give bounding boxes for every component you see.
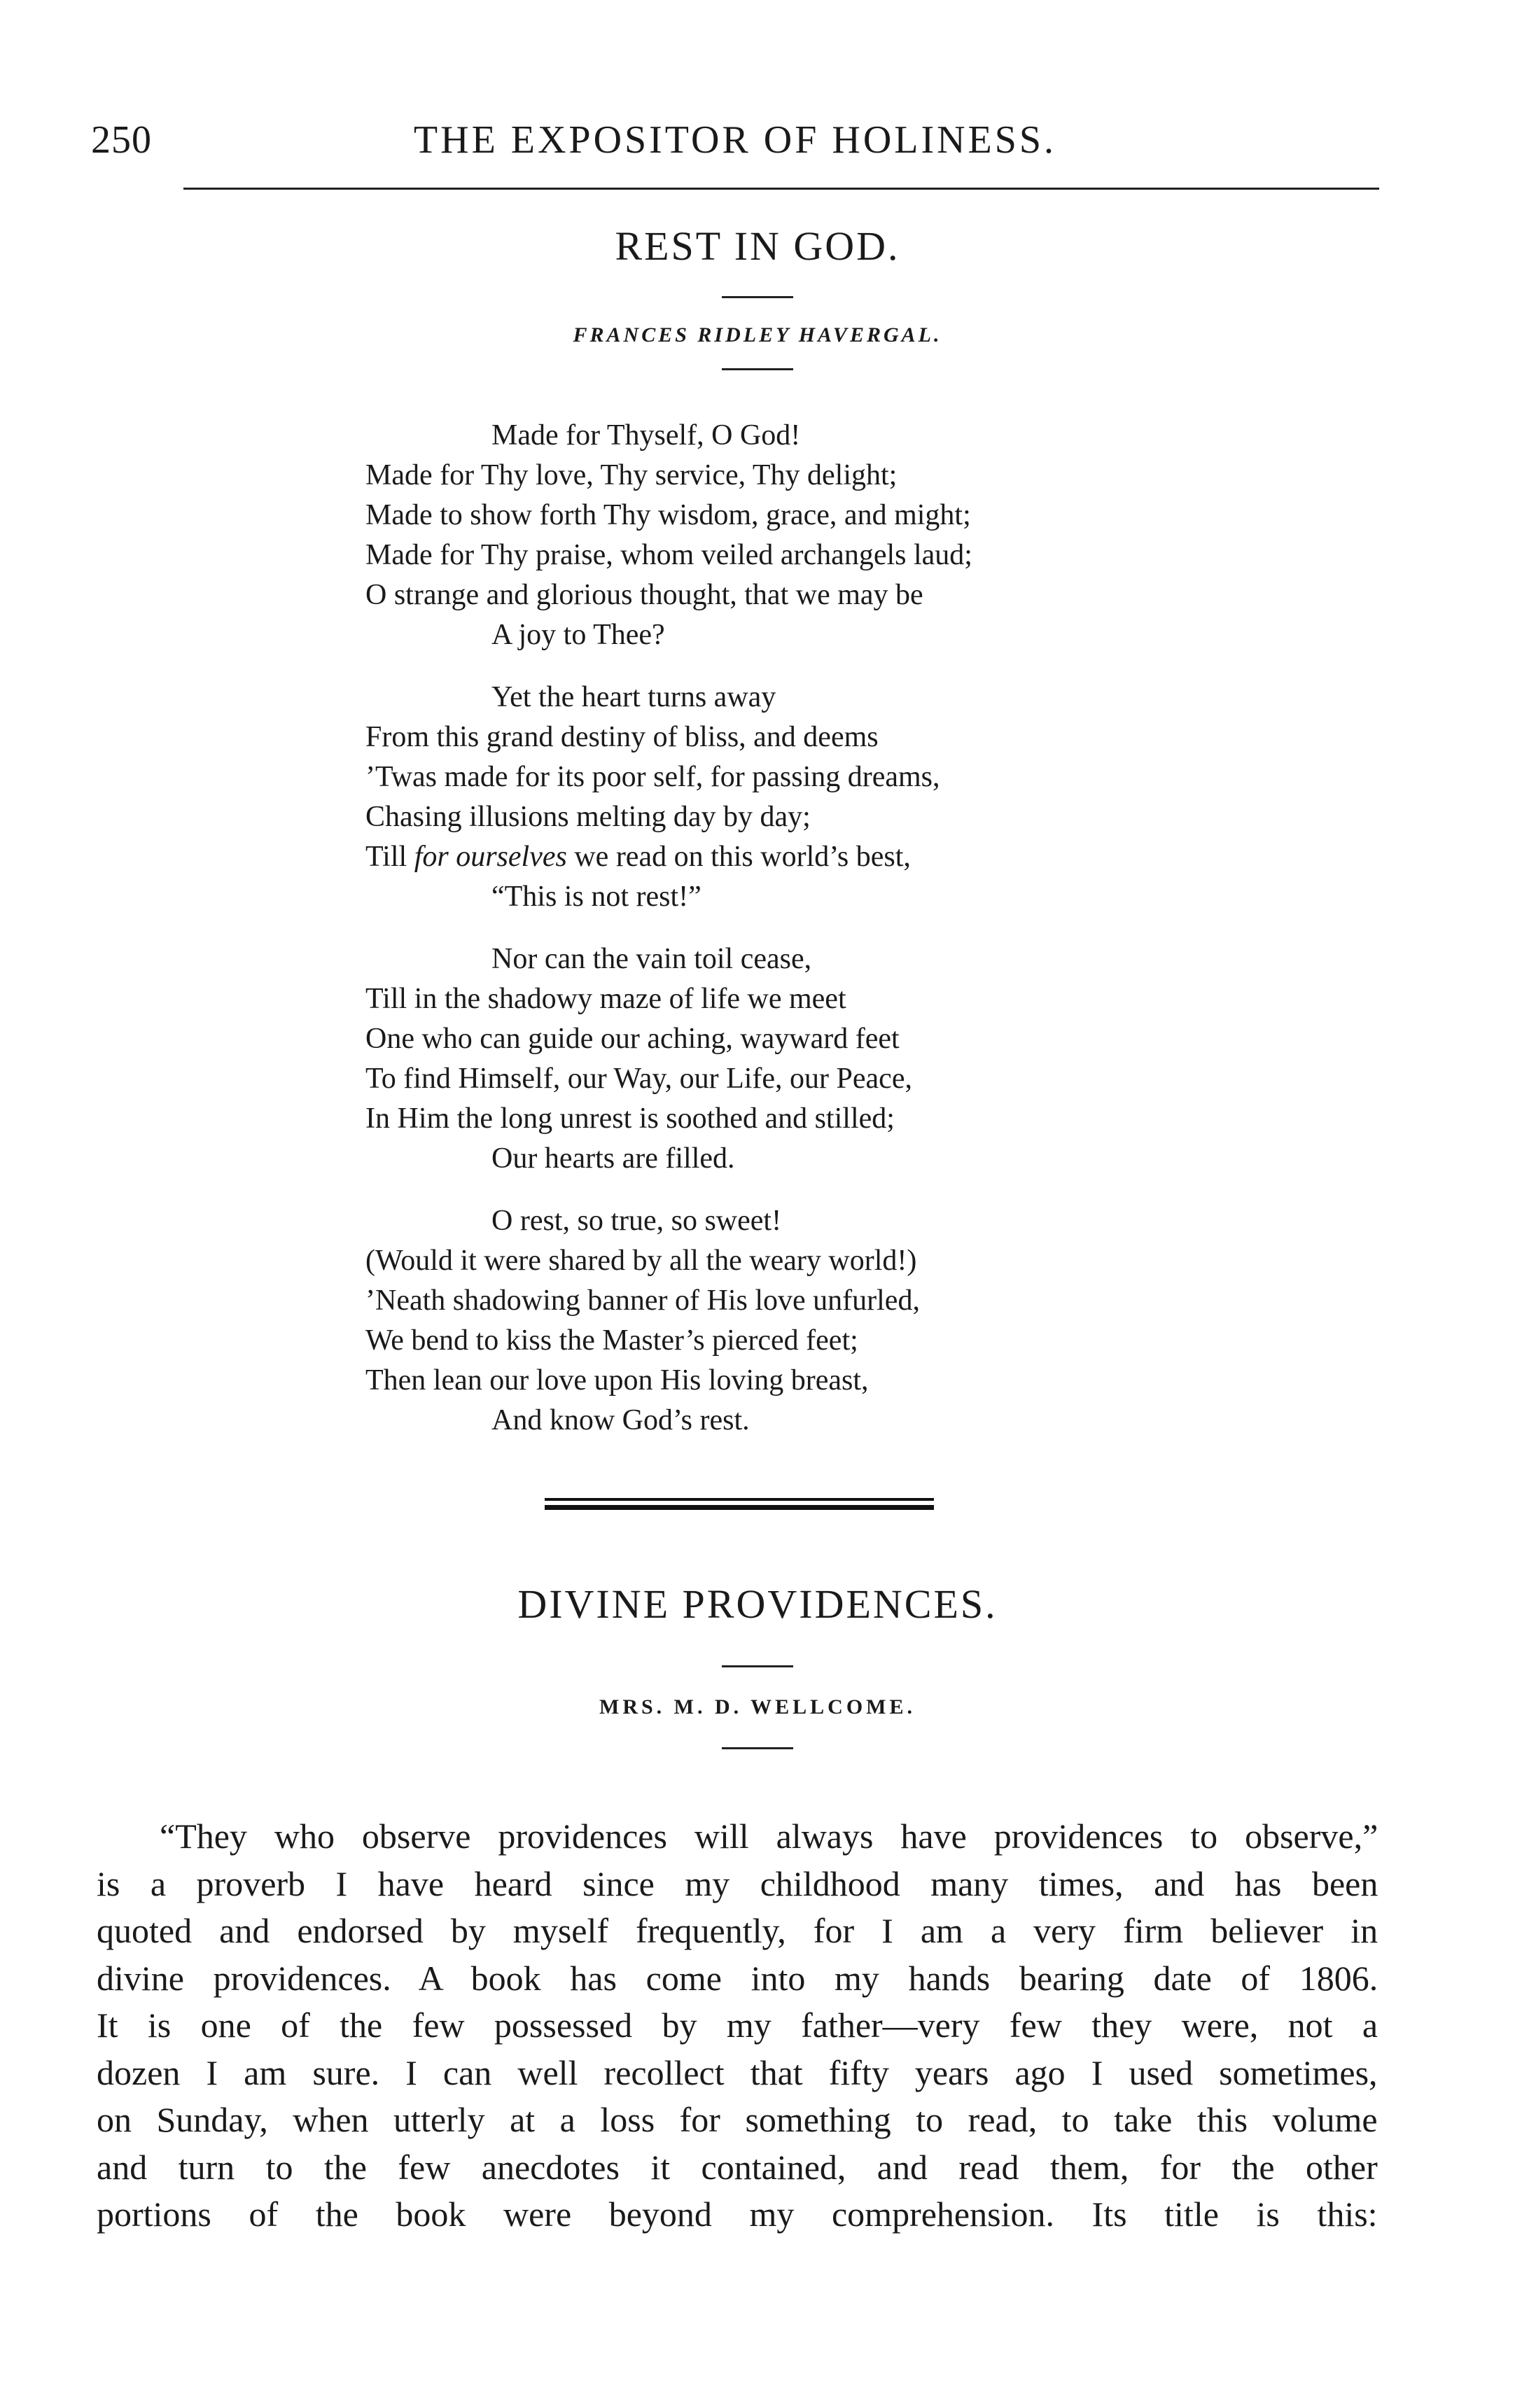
poem-line: To find Himself, our Way, our Life, our Peace, bbox=[365, 1063, 912, 1095]
article-line: It is one of the few possessed by my father—very few they were, not a bbox=[97, 2005, 1378, 2045]
poem-line: Made to show forth Thy wisdom, grace, and might; bbox=[365, 499, 971, 531]
stanza-3 bbox=[365, 939, 1206, 1179]
poem-line: Our hearts are filled. bbox=[491, 1142, 735, 1175]
poem-line-emphasis: for ourselves bbox=[414, 841, 567, 873]
poem-line: Then lean our love upon His loving breast, bbox=[365, 1364, 869, 1396]
poem-line: O strange and glorious thought, that we may be bbox=[365, 579, 923, 611]
poem-author: FRANCES RIDLEY HAVERGAL. bbox=[573, 323, 942, 346]
article-section-heading bbox=[0, 1581, 1515, 1749]
article-author: MRS. M. D. WELLCOME. bbox=[599, 1695, 916, 1718]
journal-title: THE EXPOSITOR OF HOLINESS. bbox=[413, 118, 1057, 162]
page-number: 250 bbox=[91, 118, 152, 162]
article-title-divider bbox=[722, 1665, 793, 1667]
poem-line: ’Neath shadowing banner of His love unfurled, bbox=[365, 1284, 920, 1317]
article-author-divider bbox=[722, 1747, 793, 1749]
poem-line: From this grand destiny of bliss, and deems bbox=[365, 721, 879, 753]
header-rule bbox=[183, 188, 1379, 190]
article-line: quoted and endorsed by myself frequently, for I am a very firm believer in bbox=[97, 1911, 1378, 1950]
poem-line: “This is not rest!” bbox=[491, 881, 701, 913]
poem-line: In Him the long unrest is soothed and stilled; bbox=[365, 1102, 895, 1135]
article-title: DIVINE PROVIDENCES. bbox=[517, 1581, 998, 1627]
poem-line: We bend to kiss the Master’s pierced feet; bbox=[365, 1324, 858, 1357]
poem-line: Yet the heart turns away bbox=[491, 681, 776, 713]
article-line: dozen I am sure. I can well recollect that fifty years ago I used sometimes, bbox=[97, 2052, 1378, 2092]
poem-line: O rest, so true, so sweet! bbox=[491, 1205, 782, 1237]
author-divider bbox=[722, 368, 793, 370]
poem-line: Till in the shadowy maze of life we meet bbox=[365, 983, 846, 1015]
article-line: “They who observe providences will always have providences to observe,” bbox=[160, 1816, 1378, 1856]
article-line: and turn to the few anecdotes it contained, and read them, for the other bbox=[97, 2147, 1378, 2187]
poem-line: Chasing illusions melting day by day; bbox=[365, 801, 811, 833]
title-divider bbox=[722, 296, 793, 298]
stanza-2 bbox=[365, 678, 1206, 917]
poem-line: And know God’s rest. bbox=[491, 1404, 750, 1436]
article-line: divine providences. A book has come into my hands bearing date of 1806. bbox=[97, 1958, 1378, 1998]
stanza-4 bbox=[365, 1201, 1206, 1441]
poem-section-heading bbox=[0, 223, 1515, 370]
article-line: portions of the book were beyond my comprehension. Its title is this: bbox=[97, 2194, 1378, 2234]
poem-line-start: Till bbox=[365, 841, 407, 873]
poem-line: A joy to Thee? bbox=[491, 619, 665, 651]
poem-line: Nor can the vain toil cease, bbox=[491, 943, 812, 975]
poem-line: (Would it were shared by all the weary world!) bbox=[365, 1245, 917, 1277]
poem-line: One who can guide our aching, wayward feet bbox=[365, 1023, 900, 1055]
poem-body bbox=[365, 416, 1206, 1463]
poem-line: ’Twas made for its poor self, for passing dreams, bbox=[365, 761, 940, 793]
poem-line: Made for Thy praise, whom veiled archangels laud; bbox=[365, 539, 972, 571]
running-head bbox=[91, 118, 1379, 174]
article-line: is a proverb I have heard since my childhood many times, and has been bbox=[97, 1863, 1378, 1903]
poem-line: Made for Thy love, Thy service, Thy delight; bbox=[365, 459, 898, 491]
section-separator bbox=[545, 1498, 934, 1510]
poem-line bbox=[365, 837, 1206, 877]
poem-title: REST IN GOD. bbox=[615, 223, 900, 269]
poem-line-end: we read on this world’s best, bbox=[574, 841, 911, 873]
stanza-1 bbox=[365, 416, 1206, 655]
article-line: on Sunday, when utterly at a loss for something to read, to take this volume bbox=[97, 2100, 1378, 2139]
poem-line: Made for Thyself, O God! bbox=[491, 419, 801, 451]
article-body bbox=[97, 1813, 1378, 2239]
